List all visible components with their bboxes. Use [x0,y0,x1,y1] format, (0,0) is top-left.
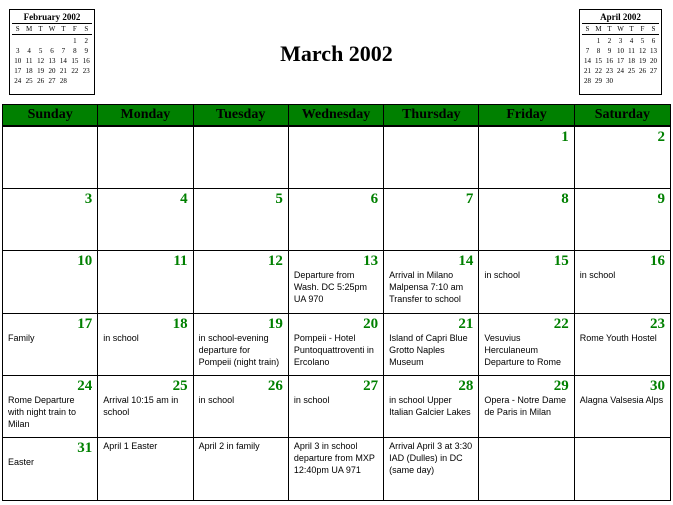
mini-day: 12 [639,47,646,55]
mini-day: 14 [59,57,67,65]
mini-day: 4 [27,47,31,55]
mini-weekday-label: M [595,25,602,33]
mini-weekday-label: T [38,25,43,33]
day-number: 18 [172,315,188,332]
day-event-text: Opera - Notre Dame de Paris in Milan [484,394,566,417]
day-number: 13 [363,253,379,270]
mini-weekday-label: S [84,25,89,33]
mini-day: 23 [606,67,613,75]
mini-weekday-label: F [72,25,77,33]
day-number: 4 [180,191,188,208]
calendar-grid [3,127,670,500]
mini-weekday-label: W [48,25,56,33]
weekday-label-thursday: Thursday [384,105,479,125]
mini-day: 1 [73,37,77,45]
day-number: 1 [561,129,569,145]
day-number: 8 [561,191,569,208]
mini-day: 6 [651,37,656,45]
day-cell [289,438,384,500]
day-number: 6 [370,191,379,208]
mini-weekday-label: M [26,25,33,33]
mini-day: 19 [37,67,45,75]
day-number: 10 [77,253,93,270]
mini-weekday-label: T [607,25,612,33]
mini-day: 7 [585,47,590,55]
day-number: 23 [649,315,665,332]
mini-day: 2 [84,37,89,45]
day-cell [384,189,479,251]
day-event-text: April 3 in school departure from MXP 12:40pm UA 971 [293,440,375,475]
mini-day: 20 [48,67,56,75]
day-cell [575,314,670,376]
day-cell [3,127,98,189]
mini-day: 16 [606,57,613,65]
day-event-text: Island of Capri Blue Grotto Naples Museum [389,332,468,367]
day-number: 30 [649,377,665,394]
day-number: 26 [267,377,283,394]
mini-day: 22 [595,67,602,75]
day-cell [3,314,98,376]
weekday-label-monday: Monday [98,105,193,125]
mini-day [626,76,637,86]
day-cell [289,376,384,438]
mini-weekday-label: S [15,25,20,33]
mini-weekday-label: S [651,25,656,33]
day-cell [98,438,193,500]
day-number: 21 [458,315,474,332]
day-cell [384,376,479,438]
day-number: 5 [275,191,283,208]
mini-day: 19 [639,57,646,65]
day-event-text: April 2 in family [198,440,260,451]
mini-day: 18 [25,67,33,75]
day-cell [479,189,574,251]
day-number: 28 [458,377,474,394]
day-number: 14 [458,253,474,270]
day-cell [194,127,289,189]
day-event-text: in school Upper Italian Galcier Lakes [389,394,471,417]
weekday-label-tuesday: Tuesday [194,105,289,125]
day-cell [98,127,193,189]
day-cell [98,189,193,251]
mini-calendar-weekday-row [12,24,92,35]
day-number: 25 [172,377,188,394]
mini-day [582,36,593,46]
day-cell [194,251,289,313]
mini-weekday-label: W [617,25,624,33]
mini-day: 5 [640,37,645,45]
day-number: 24 [77,377,93,394]
mini-day: 4 [629,37,634,45]
day-cell [3,376,98,438]
day-event-text: Arrival in Milano Malpensa 7:10 am Transfer to school [389,270,464,305]
mini-day: 3 [618,37,623,45]
mini-weekday-label: S [585,25,590,33]
mini-day [615,76,626,86]
day-cell [384,314,479,376]
mini-day: 30 [606,77,613,85]
day-cell [3,438,98,500]
mini-day: 27 [650,67,657,75]
day-number: 27 [363,377,379,394]
mini-day: 28 [59,77,67,85]
mini-day: 16 [82,57,90,65]
day-cell [194,376,289,438]
mini-day: 8 [596,47,601,55]
day-event-text: Family [8,332,35,343]
day-cell [384,438,479,500]
mini-day: 8 [73,47,77,55]
day-event-text: in school-evening departure for Pompeii (night train) [198,332,280,367]
mini-calendar-title: February 2002 [12,10,92,24]
day-cell [479,314,574,376]
mini-day: 26 [37,77,45,85]
mini-day: 25 [628,67,635,75]
day-cell [3,189,98,251]
mini-day: 27 [48,77,56,85]
mini-calendar-days [582,36,659,86]
mini-weekday-label: T [629,25,634,33]
day-cell [575,189,670,251]
mini-day: 3 [15,47,20,55]
mini-day: 11 [628,47,635,55]
day-number: 17 [77,315,93,332]
weekday-label-friday: Friday [479,105,574,125]
day-cell [194,438,289,500]
day-cell [194,189,289,251]
mini-day: 11 [25,57,33,65]
mini-day: 9 [607,47,612,55]
mini-day [648,76,659,86]
day-cell [479,376,574,438]
mini-day: 25 [25,77,33,85]
mini-day: 6 [50,47,54,55]
day-number: 15 [553,253,569,270]
day-event-text: Arrival April 3 at 3:30 IAD (Dulles) in DC (same day) [389,440,473,475]
mini-day: 17 [617,57,624,65]
mini-day [637,76,648,86]
mini-day: 24 [14,77,22,85]
day-event-text: in school [103,332,139,343]
day-event-text: Alagna Valsesia Alps [579,394,664,405]
day-cell [98,314,193,376]
day-cell [98,376,193,438]
weekday-label-wednesday: Wednesday [289,105,384,125]
day-cell [479,127,574,189]
weekday-label-saturday: Saturday [594,107,650,122]
mini-calendar-weekday-row [582,24,659,35]
day-event-text: Rome Departure with night train to Milan [8,394,77,429]
mini-day: 14 [584,57,591,65]
mini-day: 15 [71,57,79,65]
day-event-text: in school [293,394,330,405]
page-title: March 2002 [280,41,393,66]
day-event-text: Vesuvius Herculaneum Departure to Rome [484,332,561,367]
day-event-text: Rome Youth Hostel [579,332,657,343]
day-event-text: Departure from Wash. DC 5:25pm UA 970 [293,270,368,305]
day-event-text: Arrival 10:15 am in school [103,394,179,417]
day-cell [575,438,670,500]
day-number: 19 [267,315,283,332]
mini-day: 2 [607,37,612,45]
mini-day: 10 [14,57,22,65]
day-event-text: Easter [8,456,35,467]
day-number: 20 [363,315,379,332]
mini-day: 23 [82,67,90,75]
mini-day: 29 [595,77,602,85]
day-cell [289,251,384,313]
mini-day: 15 [595,57,602,65]
mini-day: 24 [617,67,624,75]
mini-day [69,76,80,86]
day-cell [575,376,670,438]
day-number: 31 [77,439,93,456]
day-number: 3 [84,191,93,208]
mini-day: 17 [14,67,22,75]
mini-calendar-title: April 2002 [582,10,659,24]
mini-calendar-april [579,9,662,95]
mini-day: 21 [584,67,591,75]
day-number: 7 [465,191,474,208]
day-number: 12 [267,253,283,270]
day-cell [194,314,289,376]
day-number: 2 [657,129,665,145]
mini-day: 22 [71,67,79,75]
day-number: 22 [553,315,569,332]
day-number: 9 [657,191,665,208]
day-cell [479,251,574,313]
day-number: 29 [553,377,569,394]
day-cell [98,251,193,313]
day-cell [289,127,384,189]
mini-day: 26 [639,67,646,75]
day-event-text: April 1 Easter [103,440,158,451]
mini-day: 12 [37,57,45,65]
mini-day: 9 [84,47,89,55]
month-calendar [2,104,671,501]
mini-day: 21 [59,67,67,75]
day-event-text: in school [579,270,616,281]
day-cell [575,251,670,313]
mini-weekday-label: F [640,25,645,33]
mini-day: 10 [617,47,624,55]
mini-day: 5 [38,47,43,55]
mini-weekday-label: T [61,25,66,33]
day-cell [3,251,98,313]
day-event-text: in school [484,270,520,281]
mini-day: 28 [584,77,591,85]
mini-day: 1 [596,37,601,45]
mini-day: 7 [61,47,66,55]
day-number: 11 [173,253,188,270]
mini-day: 18 [628,57,635,65]
day-cell [384,127,479,189]
weekday-header [3,105,670,127]
mini-day [81,76,92,86]
weekday-label-sunday: Sunday [3,105,98,125]
day-cell [479,438,574,500]
day-event-text: in school [198,394,235,405]
day-cell [289,314,384,376]
day-cell [289,189,384,251]
mini-day: 13 [48,57,56,65]
mini-day: 13 [650,47,657,55]
day-number: 16 [649,253,665,270]
day-event-text: Pompeii - Hotel Puntoquattroventi in Ercolano [293,332,374,367]
day-cell [575,127,670,189]
day-cell [384,251,479,313]
mini-day: 20 [650,57,657,65]
